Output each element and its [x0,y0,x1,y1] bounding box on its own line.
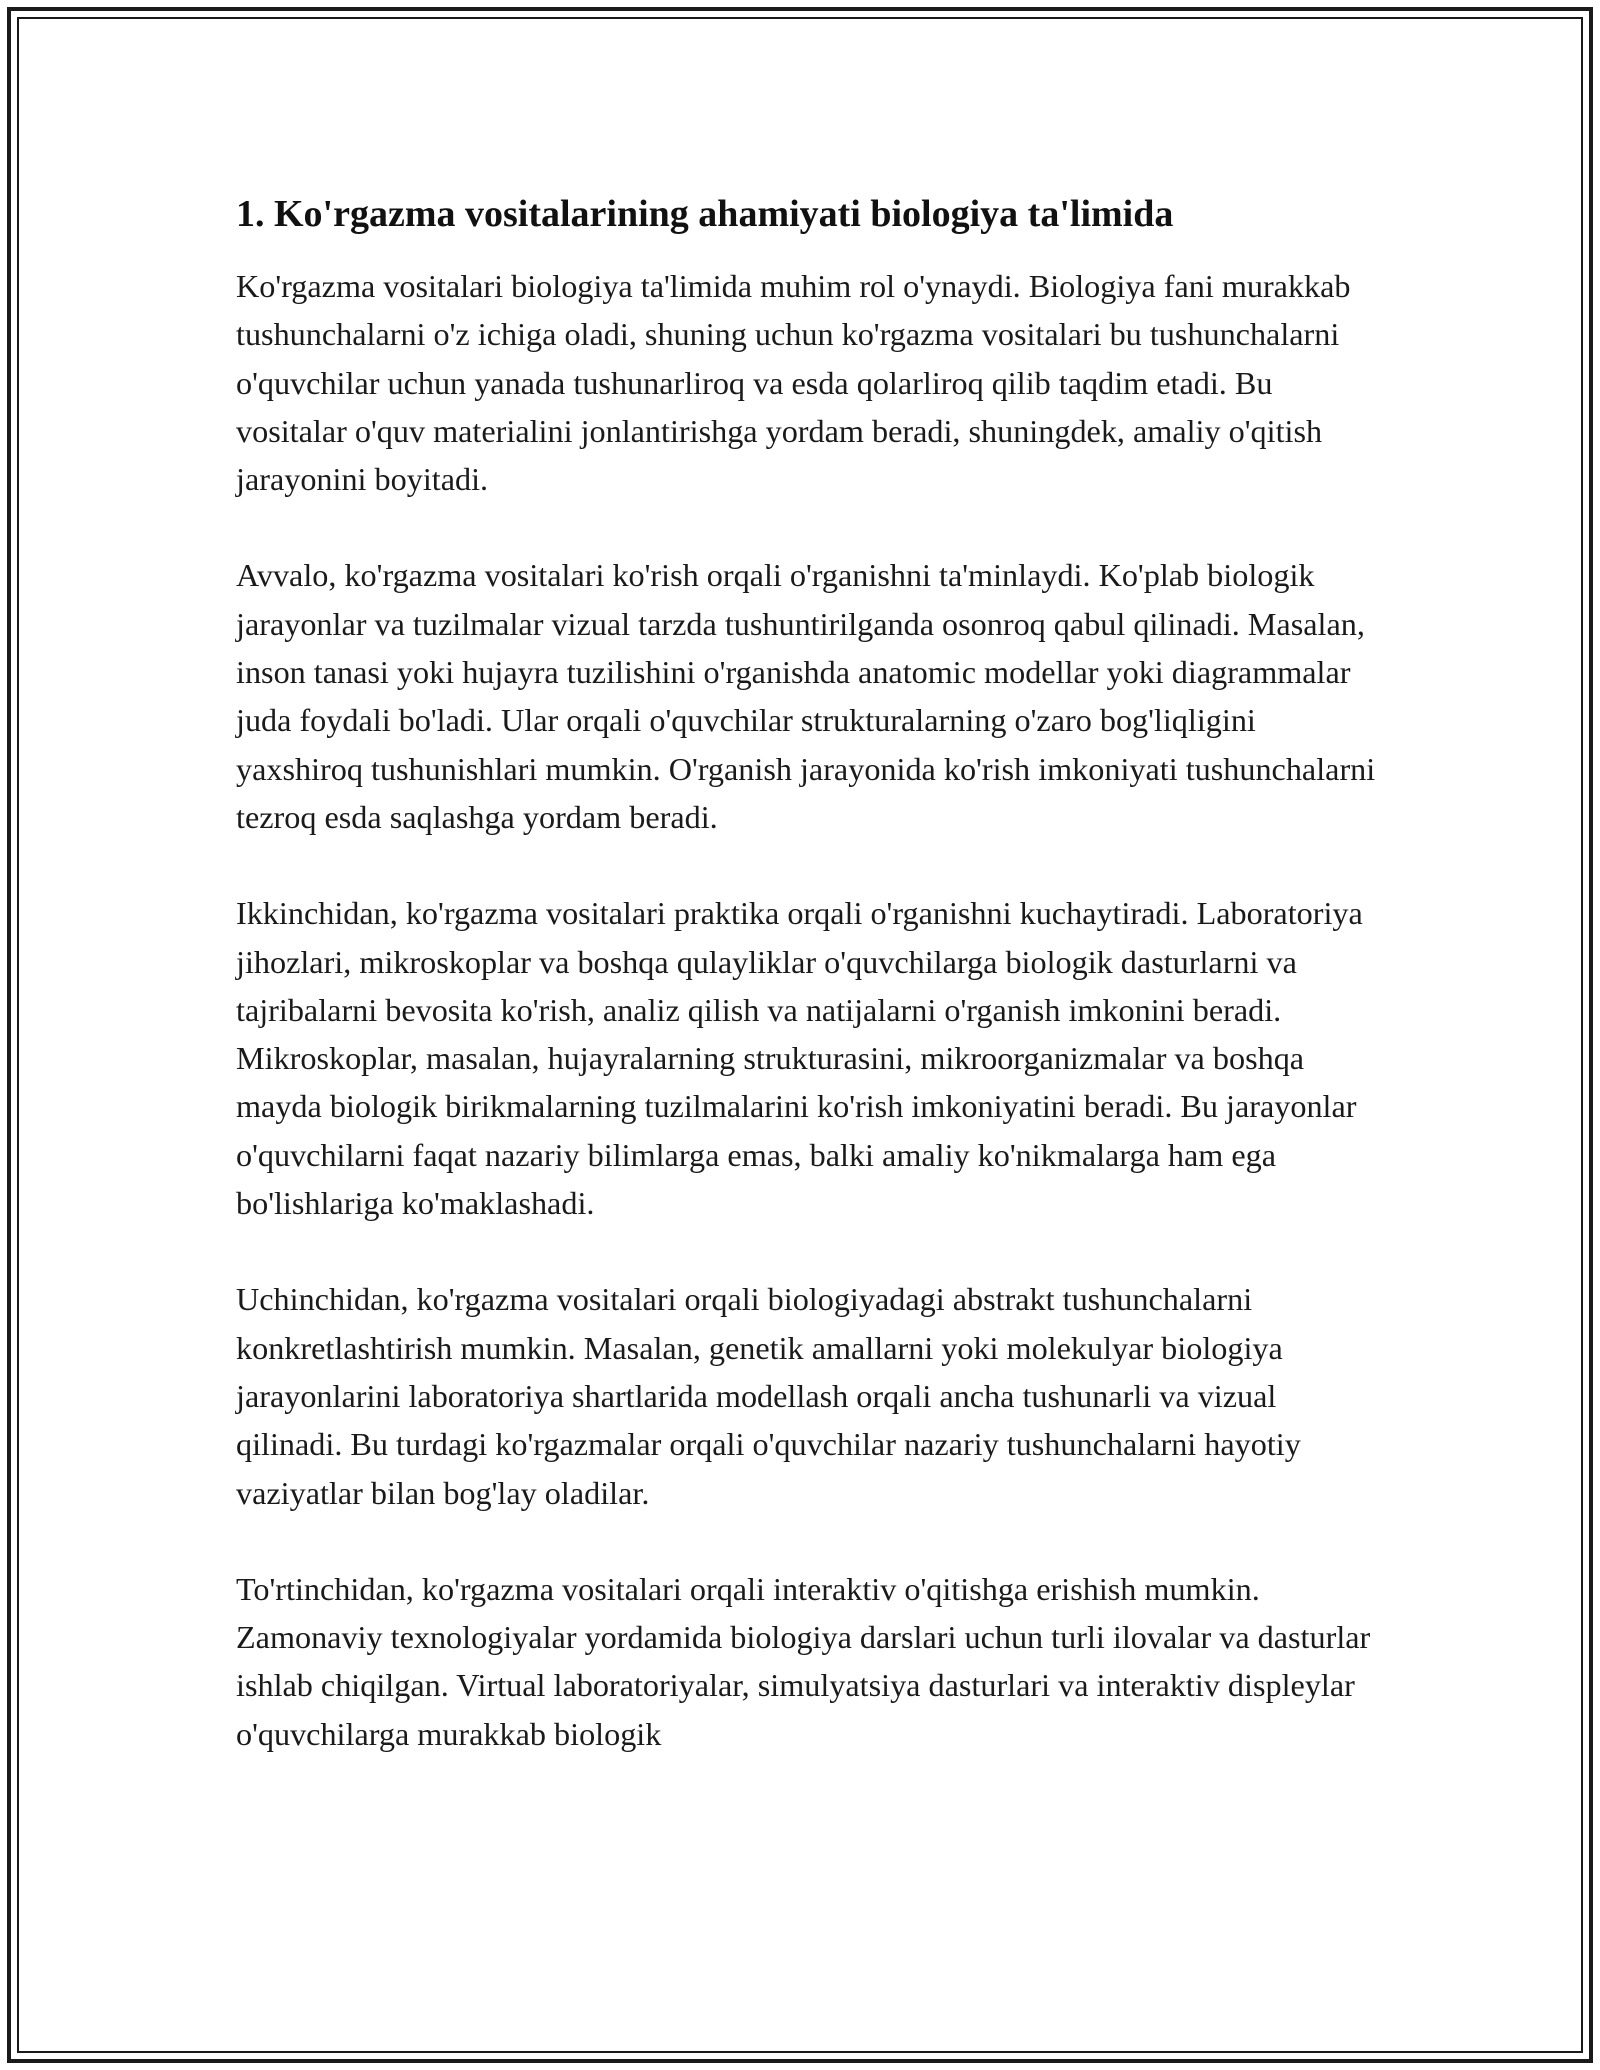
paragraph-3: Ikkinchidan, ko'rgazma vositalari praktika orqali o'rganishni kuchaytiradi. Laboratoriya jihozlari, mikroskoplar va boshqa qulayliklar o'quvchilarga biologik dasturlarni va tajribalarni bevosita ko'rish, analiz qilish va natijalarni o'rganish imkonini beradi. Mikroskoplar, masalan, hujayralarning strukturasini, mikroorganizmalar va boshqa mayda biologik birikmalarning tuzilmalarini ko'rish imkoniyatini beradi. Bu jarayonlar o'quvchilarni faqat nazariy bilimlarga emas, balki amaliy ko'nikmalarga ham ega bo'lishlariga ko'maklashadi. [236,895,1363,1222]
section-heading: 1. Ko'rgazma vositalarining ahamiyati biologiya ta'limida [236,193,1174,235]
document-body [236,186,1376,1806]
paragraph-4: Uchinchidan, ko'rgazma vositalari orqali biologiyadagi abstrakt tushunchalarni konkretlashtirish mumkin. Masalan, genetik amallarni yoki molekulyar biologiya jarayonlarini laboratoriya shartlarida modellash orqali ancha tushunarli va vizual qilinadi. Bu turdagi ko'rgazmalar orqali o'quvchilar nazariy tushunchalarni hayotiy vaziyatlar bilan bog'lay oladilar. [236,1281,1301,1511]
paragraph-1: Ko'rgazma vositalari biologiya ta'limida muhim rol o'ynaydi. Biologiya fani murakkab tushunchalarni o'z ichiga oladi, shuning uchun ko'rgazma vositalari bu tushunchalarni o'quvchilar uchun yanada tushunarliroq va esda qolarliroq qilib taqdim etadi. Bu vositalar o'quv materialini jonlantirishga yordam beradi, shuningdek, amaliy o'qitish jarayonini boyitadi. [236,268,1351,498]
paragraph-2: Avvalo, ko'rgazma vositalari ko'rish orqali o'rganishni ta'minlaydi. Ko'plab biologik jarayonlar va tuzilmalar vizual tarzda tushuntirilganda osonroq qabul qilinadi. Masalan, inson tanasi yoki hujayra tuzilishini o'rganishda anatomic modellar yoki diagrammalar juda foydali bo'ladi. Ular orqali o'quvchilar strukturalarning o'zaro bog'liqligini yaxshiroq tushunishlari mumkin. O'rganish jarayonida ko'rish imkoniyati tushunchalarni tezroq esda saqlashga yordam beradi. [236,557,1376,835]
paragraph-5: To'rtinchidan, ko'rgazma vositalari orqali interaktiv o'qitishga erishish mumkin. Zamonaviy texnologiyalar yordamida biologiya darslari uchun turli ilovalar va dasturlar ishlab chiqilgan. Virtual laboratoriyalar, simulyatsiya dasturlari va interaktiv displeylar o'quvchilarga murakkab biologik [236,1570,1371,1752]
